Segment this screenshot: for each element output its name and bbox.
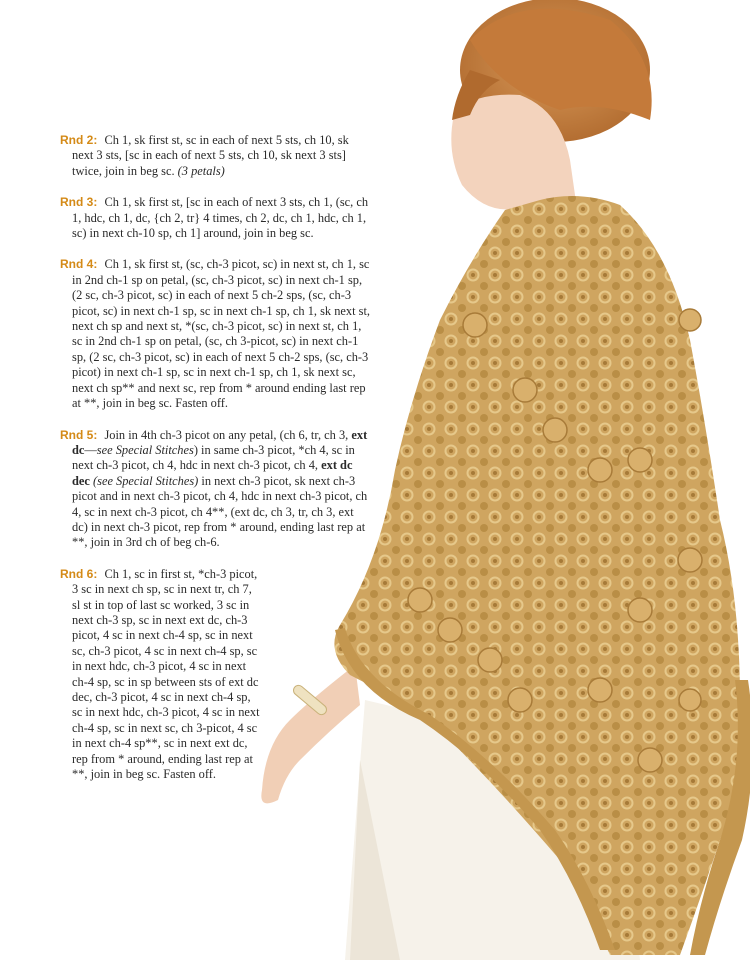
- stitch-reference: (see Special Stitches): [93, 473, 199, 488]
- round-label: Rnd 6:: [60, 566, 98, 581]
- round-label: Rnd 2:: [60, 133, 98, 147]
- round-label: Rnd 3:: [60, 195, 98, 210]
- round-label: Rnd 5:: [60, 427, 98, 442]
- round-6-instruction: [60, 567, 260, 783]
- round-text: in next ch-3 picot, sk next ch-3 picot and in next ch-3 picot, ch 4, hdc in next ch-3 picot, ch 4, sc in next ch-3 picot, ch 4**, (ext dc, ch 3, tr, ch 3, ext dc) in next ch-3 picot, rep from * around, ending last rep at **, join in 3rd ch of beg ch-6.: [72, 473, 368, 550]
- round-text: Ch 1, sk first st, (sc, ch-3 picot, sc) in next st, ch 1, sc in 2nd ch-1 sp on petal, (sc, ch-3 picot, sc) in next ch-1 sp, (2 sc, ch-3 picot, sc) in each of next 5 ch-2 sps, (sc, ch-3 picot, sc) in next ch-1 sp, sc in next ch-1 sp, ch 1, sk next st, next ch sp and next st, *(sc, ch-3 picot, sc) in next st, ch 1, sc in 2nd ch-1 sp on petal, (sc, ch 3-picot, sc) in next ch-1 sp, (2 sc, ch-3 picot, sc) in each of next 5 ch-2 sps, (sc, ch-3 picot) in next ch-1 sp, sc in next ch-1 sp, ch 1, sk next sc, next ch sp** and next sc, rep from * around ending last rep at **, join in beg sc. Fasten off.: [72, 257, 371, 411]
- stitch-term: ext dc dec: [72, 458, 353, 488]
- round-text: Ch 1, sk first st, [sc in each of next 3 sts, ch 1, (sc, ch 1, hdc, ch 1, dc, {ch 2, tr} 4 times, ch 2, dc, ch 1, hdc, ch 1, sc) in next ch-10 sp, ch 1] around, join in beg sc.: [72, 195, 369, 241]
- round-4-instruction: [60, 257, 372, 411]
- stitch-term: ext dc: [72, 427, 368, 457]
- stitch-reference: see Special Stitches: [96, 442, 194, 457]
- round-text: Ch 1, sc in first st, *ch-3 picot, 3 sc in next ch sp, sc in next tr, ch 7, sl st in top of last sc worked, 3 sc in next ch-3 sp, sc in next ext dc, ch-3 picot, 4 sc in next ch-4 sp, sc in next sc, ch-3 picot, 4 sc in next ch-4 sp, sc in next hdc, ch-3 picot, 4 sc in next ch-4 sp, sc in sp between sts of ext dc dec, ch-3 picot, 4 sc in next ch-4 sp, sc in next hdc, ch-3 picot, 4 sc in next ch-4 sp, sc in next sc, ch 3-picot, 4 sc in next ch-4 sp**, sc in next ext dc, rep from * around, ending last rep at **, join in beg sc. Fasten off.: [72, 566, 260, 782]
- pattern-instructions: [60, 133, 370, 798]
- round-text: ) in same ch-3 picot, *ch 4, sc in next ch-3 picot, ch 4, hdc in next ch-3 picot, ch 4,: [72, 442, 355, 473]
- round-2-instruction: [60, 133, 370, 179]
- round-text: —: [84, 442, 97, 457]
- round-note: (3 petals): [177, 163, 225, 178]
- round-text: Ch 1, sk first st, sc in each of next 5 sts, ch 10, sk next 3 sts, [sc in each of next 5 sts, ch 10, sk next 3 sts] twice, join in beg sc.: [72, 133, 349, 178]
- round-text: Join in 4th ch-3 picot on any petal, (ch 6, tr, ch 3,: [104, 427, 349, 442]
- round-3-instruction: [60, 195, 370, 241]
- round-label: Rnd 4:: [60, 257, 98, 272]
- round-5-instruction: [60, 428, 372, 551]
